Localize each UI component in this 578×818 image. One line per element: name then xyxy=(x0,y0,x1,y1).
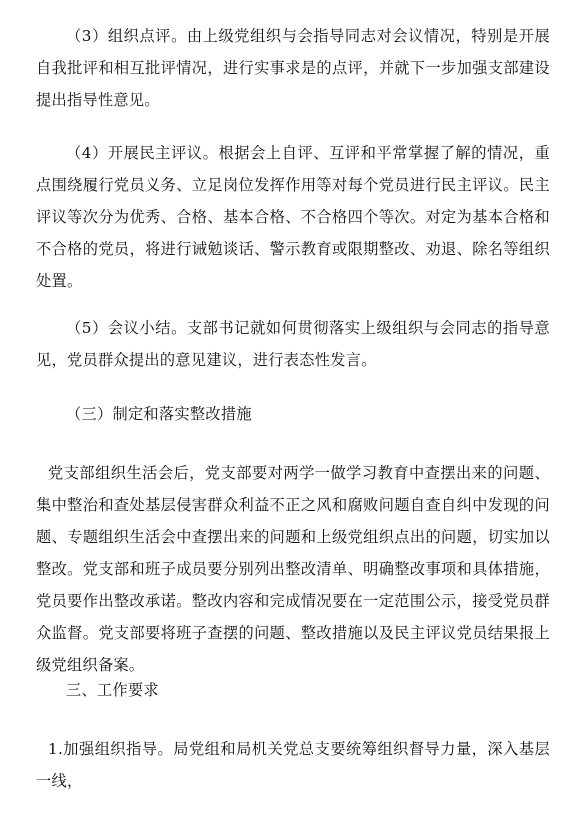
paragraph-strengthen-guidance: 1.加强组织指导。局党组和局机关党总支要统筹组织督导力量，深入基层一线， xyxy=(36,740,550,790)
section-heading-work-requirements: 三、工作要求 xyxy=(66,681,159,699)
section-heading-rectification: （三）制定和落实整改措施 xyxy=(66,405,252,423)
paragraph-meeting-summary: （5）会议小结。支部书记就如何贯彻落实上级组织与会同志的指导意见，党员群众提出的意见建议，进行表态性发言。 xyxy=(36,319,550,369)
paragraph-organization-review: （3）组织点评。由上级党组织与会指导同志对会议情况，特别是开展自我批评和相互批评情况，进行实事求是的点评，并就下一步加强支部建设提出指导性意见。 xyxy=(36,27,550,109)
paragraph-rectification-measures: 党支部组织生活会后，党支部要对两学一做学习教育中查摆出来的问题、集中整治和查处基层侵害群众利益不正之风和腐败问题自查自纠中发现的问题、专题组织生活会中查摆出来的问题和上级党组织点出的问题，切实加以整改。党支部和班子成员要分别列出整改清单、明确整改事项和具体措施，党员要作出整改承诺。整改内容和完成情况要在一定范围公示，接受党员群众监督。党支部要将班子查摆的问题、整改措施以及民主评议党员结果报上级党组织备案。 xyxy=(36,464,550,674)
paragraph-democratic-evaluation: （4）开展民主评议。根据会上自评、互评和平常掌握了解的情况，重点围绕履行党员义务、立足岗位发挥作用等对每个党员进行民主评议。民主评议等次分为优秀、合格、基本合格、不合格四个等次。对定为基本合格和不合格的党员，将进行诫勉谈话、警示教育或限期整改、劝退、除名等组织处置。 xyxy=(36,144,550,290)
